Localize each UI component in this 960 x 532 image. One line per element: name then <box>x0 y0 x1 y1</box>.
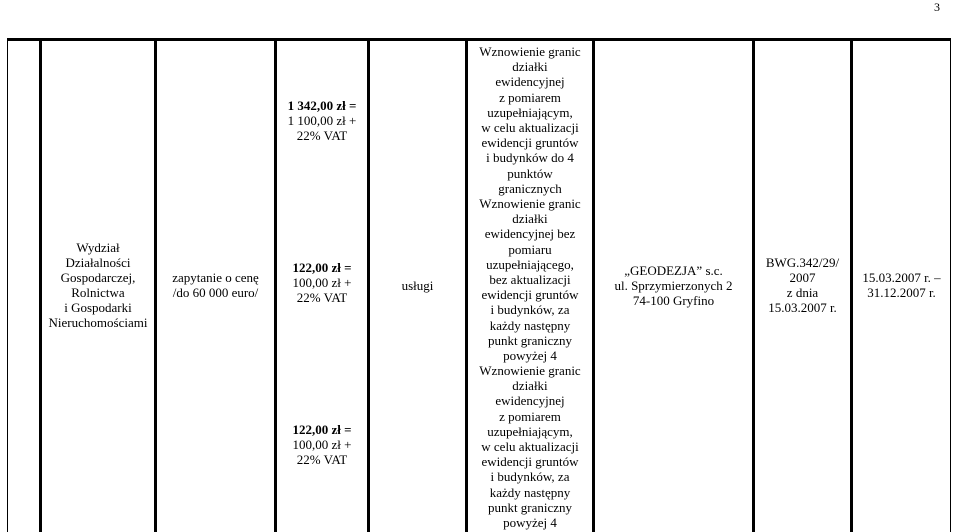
subject-line: ewidencyjnej <box>495 393 565 409</box>
period-cell <box>853 38 950 532</box>
contracts-table <box>0 38 960 532</box>
subject-block <box>468 363 592 530</box>
price-total: 122,00 zł = <box>292 260 352 275</box>
subject-line: ewidencji gruntów <box>481 454 579 470</box>
subject-line: bez aktualizacji <box>489 272 571 288</box>
contract-line: 15.03.2007 r. <box>768 300 837 315</box>
subject-line: Wznowienie granic <box>479 363 581 378</box>
contractor-line: „GEODEZJA” s.c. <box>624 262 723 278</box>
top-border <box>468 38 592 41</box>
page-number: 3 <box>934 0 940 14</box>
subject-line: każdy następny <box>489 484 571 500</box>
price-vat: 22% VAT <box>296 128 348 144</box>
subject-line: działki <box>512 59 548 75</box>
contractor-line: 74-100 Gryfino <box>632 292 715 308</box>
department-line: Działalności <box>65 255 131 270</box>
price-block <box>277 98 367 144</box>
period-line: 31.12.2007 r. <box>867 285 936 300</box>
price-vat: 22% VAT <box>296 290 348 306</box>
price-net: 100,00 zł + <box>292 437 352 453</box>
department-line: Rolnictwa <box>71 285 125 300</box>
contract-cell <box>755 38 850 532</box>
price-block <box>277 260 367 306</box>
column-border <box>950 38 951 532</box>
subject-line: ewidencji gruntów <box>481 287 579 303</box>
subject-line: punkt graniczny <box>487 499 573 515</box>
subject-line: z pomiarem <box>499 408 561 424</box>
subject-line: pomiaru <box>508 241 552 257</box>
subject-line: powyżej 4 <box>503 515 557 531</box>
subject-line: punkt graniczny <box>487 332 573 348</box>
contractor-line: ul. Sprzymierzonych 2 <box>614 277 733 293</box>
subject-line: i budynków do 4 <box>486 150 574 166</box>
department-line: i Gospodarki <box>64 300 132 315</box>
department-line: Gospodarczej, <box>60 270 136 285</box>
price-vat: 22% VAT <box>296 452 348 468</box>
subject-line: punktów <box>507 165 553 181</box>
procedure-line: zapytanie o cenę <box>172 270 259 285</box>
column-border <box>7 38 8 532</box>
subject-line: działki <box>512 378 548 394</box>
price-net: 100,00 zł + <box>292 275 352 291</box>
subject-line: działki <box>512 211 548 227</box>
subject-line: ewidencyjnej bez <box>484 226 576 242</box>
subject-line: z pomiarem <box>499 89 561 105</box>
top-border <box>277 38 367 41</box>
price-total: 1 342,00 zł = <box>287 98 357 113</box>
procedure-cell <box>157 38 274 532</box>
subject-line: uzupełniającego, <box>486 256 574 272</box>
subject-line: w celu aktualizacji <box>481 120 579 136</box>
price-block <box>277 422 367 468</box>
subject-line: granicznych <box>498 180 562 196</box>
subject-line: ewidencyjnej <box>495 74 565 90</box>
type-label: usługi <box>401 277 434 293</box>
price-net: 1 100,00 zł + <box>287 113 357 129</box>
subject-line: każdy następny <box>489 317 571 333</box>
department-line: Nieruchomościami <box>48 315 148 330</box>
department-line: Wydział <box>76 240 120 255</box>
period-line: 15.03.2007 r. – <box>862 270 941 285</box>
subject-line: i budynków, za <box>490 302 570 318</box>
subject-line: powyżej 4 <box>503 348 557 364</box>
subject-line: i budynków, za <box>490 469 570 485</box>
procedure-line: /do 60 000 euro/ <box>172 285 259 300</box>
subject-block <box>468 196 592 363</box>
contract-line: 2007 <box>789 270 816 285</box>
type-cell <box>370 38 465 532</box>
contract-line: BWG.342/29/ <box>765 255 840 270</box>
subject-line: Wznowienie granic <box>479 44 581 59</box>
contract-line: z dnia <box>786 285 819 300</box>
subject-line: uzupełniającym, <box>487 423 573 439</box>
subject-line: ewidencji gruntów <box>481 135 579 151</box>
subject-block <box>468 44 592 196</box>
subject-line: Wznowienie granic <box>479 196 581 211</box>
top-border <box>8 38 39 41</box>
contractor-cell <box>595 38 752 532</box>
subject-line: uzupełniającym, <box>487 104 573 120</box>
department-cell <box>42 38 154 532</box>
subject-line: w celu aktualizacji <box>481 439 579 455</box>
price-total: 122,00 zł = <box>292 422 352 437</box>
